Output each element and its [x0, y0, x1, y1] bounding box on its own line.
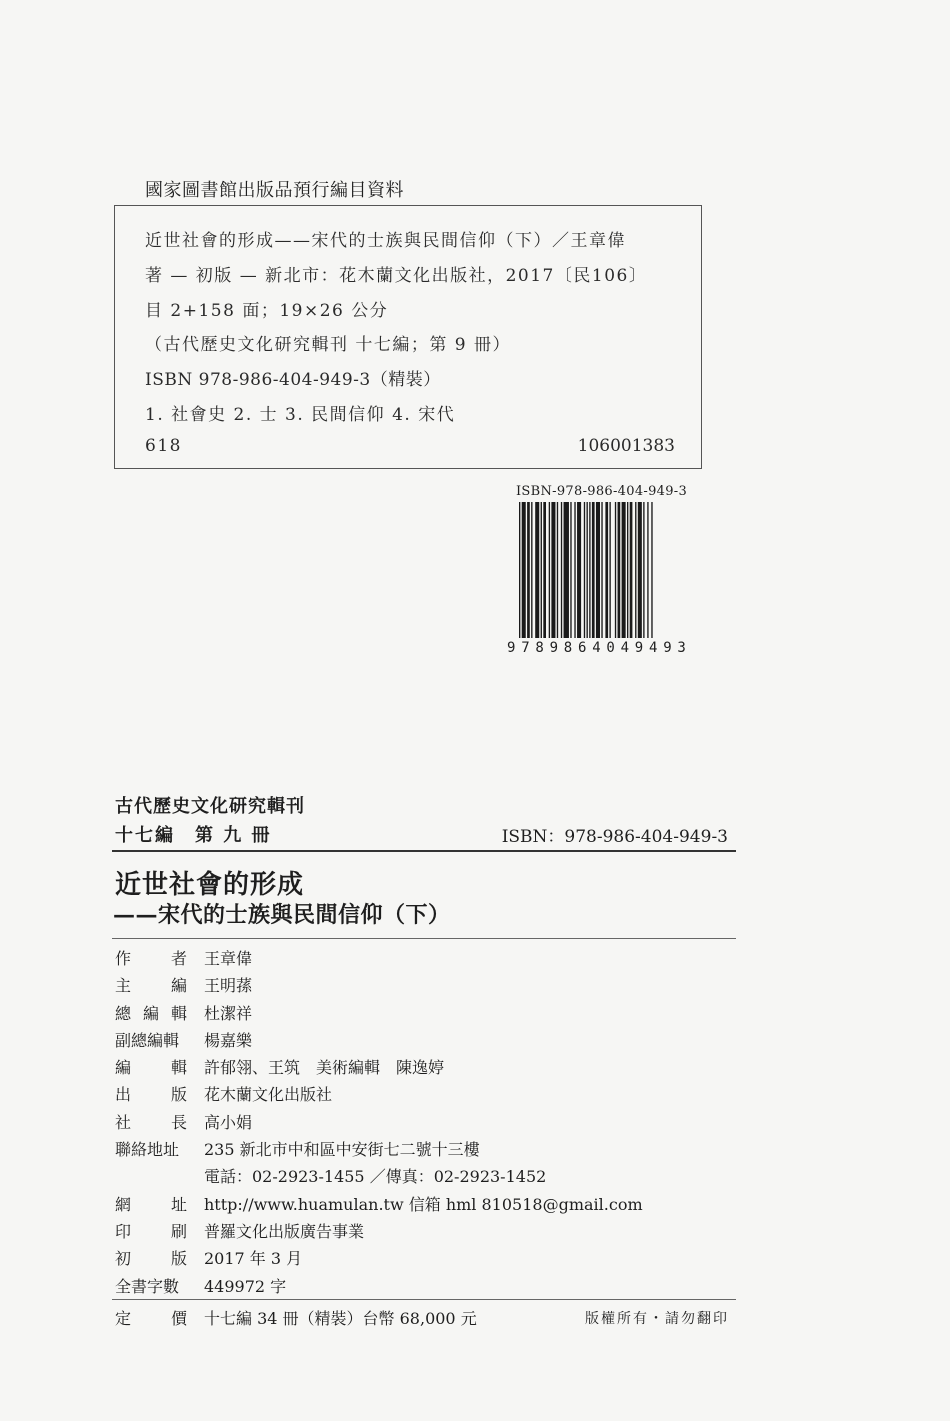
- credit-label: [115, 1082, 187, 1105]
- barcode-bar: [574, 502, 575, 638]
- credit-label: [115, 1219, 187, 1242]
- credit-label-char: 定: [115, 1309, 132, 1328]
- credit-value: 十七編 34 冊（精裝）台幣 68,000 元: [204, 1309, 477, 1328]
- credit-value: 449972 字: [204, 1276, 287, 1296]
- barcode-digit: 8: [563, 640, 573, 656]
- credit-label-char: 價: [170, 1309, 187, 1328]
- credits-list: [115, 944, 735, 1299]
- credit-row-website: [115, 1190, 735, 1217]
- barcode-bar: [627, 502, 628, 638]
- credit-label-char: 刷: [170, 1221, 187, 1241]
- barcode-bar: [592, 502, 595, 638]
- credit-label-char: 聯絡地址: [115, 1140, 180, 1160]
- barcode-digit: 3: [677, 640, 686, 656]
- credit-label-char: 社: [115, 1112, 132, 1132]
- credit-label-char: 全書字數: [115, 1276, 180, 1296]
- barcode-bar: [584, 502, 585, 638]
- cip-isbn-line: ISBN 978-986-404-949-3（精裝）: [145, 370, 441, 390]
- credit-label-char: 輯: [170, 1058, 187, 1078]
- credit-value: http://www.huamulan.tw 信箱 hml 810518@gmail.com: [204, 1194, 643, 1214]
- credit-label-char: 址: [170, 1194, 187, 1214]
- credit-value: 許郁翎、王筑 美術編輯 陳逸婷: [204, 1058, 445, 1078]
- credit-label-char: 初: [115, 1249, 132, 1269]
- cip-extent-line: 目 2+158 面；19×26 公分: [145, 301, 389, 321]
- isbn-barcode: [505, 484, 705, 656]
- barcode-digit: 8: [535, 640, 544, 656]
- divider: [112, 850, 736, 852]
- credit-label-char: 編: [115, 1058, 132, 1078]
- credit-label: [115, 1274, 187, 1297]
- barcode-bar: [570, 502, 571, 638]
- credit-label-char: 版: [170, 1085, 187, 1105]
- credit-row-president: [115, 1108, 735, 1135]
- credit-row-publisher: [115, 1080, 735, 1107]
- credit-label: [115, 1137, 187, 1160]
- credit-row-price: [115, 1304, 735, 1330]
- barcode-bar: [605, 502, 608, 638]
- barcode-bar: [615, 502, 616, 638]
- cip-subjects-line: 1. 社會史 2. 士 3. 民間信仰 4. 宋代: [145, 405, 456, 425]
- barcode-bar: [535, 502, 539, 638]
- cip-imprint-line: 著 — 初版 — 新北市：花木蘭文化出版社，2017〔民106〕: [145, 266, 648, 286]
- credit-label-char: 編: [170, 976, 187, 996]
- credit-row-address: [115, 1135, 735, 1162]
- barcode-bar: [643, 502, 644, 638]
- credit-value: 楊嘉樂: [204, 1030, 253, 1050]
- credit-label-char: 總: [115, 1003, 132, 1023]
- credit-row-deputy-general-editor: [115, 1026, 735, 1053]
- credit-row-edition: [115, 1244, 735, 1271]
- barcode-bar: [647, 502, 648, 638]
- credit-label-char: 者: [170, 949, 187, 968]
- cip-box: [114, 205, 702, 469]
- barcode-bar: [630, 502, 633, 638]
- credit-row-author: [115, 944, 735, 971]
- barcode-bar: [618, 502, 621, 638]
- credit-value: 王明蓀: [204, 976, 253, 996]
- credit-label: [115, 1306, 187, 1329]
- credit-row-phone: [115, 1162, 735, 1189]
- cip-series-line: （古代歷史文化研究輯刊 十七編；第 9 冊）: [145, 335, 512, 355]
- credit-label: [115, 973, 187, 996]
- credit-row-chief-editor: [115, 971, 735, 998]
- credit-label-char: 主: [115, 976, 132, 996]
- barcode-bar: [549, 502, 550, 638]
- cip-title-line: 近世社會的形成——宋代的士族與民間信仰（下）／王章偉: [145, 231, 626, 251]
- barcode-bar: [577, 502, 581, 638]
- series-name: 古代歷史文化研究輯刊: [115, 796, 305, 817]
- barcode-digit: 4: [649, 640, 658, 656]
- credit-label-char: 長: [170, 1112, 187, 1132]
- barcode-isbn-text: ISBN-978-986-404-949-3: [516, 484, 688, 499]
- credit-label: [115, 946, 187, 969]
- credit-label-char: 輯: [170, 1003, 187, 1023]
- barcode-digit: 9: [549, 640, 559, 656]
- credit-label: [115, 1110, 187, 1133]
- series-volume: 十七編 第 九 冊: [115, 825, 272, 846]
- barcode-digit: 7: [521, 640, 530, 656]
- cip-heading: 國家圖書館出版品預行編目資料: [145, 180, 404, 201]
- barcode-bar: [531, 502, 532, 638]
- barcode-digit: 4: [620, 640, 630, 656]
- barcode-bar: [589, 502, 590, 638]
- barcode-graphic: [505, 502, 705, 656]
- credit-row-word-count: [115, 1272, 735, 1299]
- barcode-bar: [527, 502, 530, 638]
- credit-row-printer: [115, 1217, 735, 1244]
- credit-value: 235 新北市中和區中安街七二號十三樓: [204, 1140, 480, 1160]
- barcode-bar: [557, 502, 558, 638]
- copyright-notice: 版權所有・請勿翻印: [585, 1311, 729, 1327]
- barcode-bar: [596, 502, 600, 638]
- credit-value: 高小娟: [204, 1112, 253, 1132]
- credit-value: 花木蘭文化出版社: [204, 1085, 333, 1105]
- credit-label: [115, 1246, 187, 1269]
- barcode-bar: [551, 502, 555, 638]
- credit-label-char: 印: [115, 1221, 132, 1241]
- barcode-bar: [609, 502, 610, 638]
- credit-label: [115, 1001, 187, 1024]
- barcode-digit: 0: [606, 640, 615, 656]
- barcode-digit: 9: [663, 640, 672, 656]
- phone-fax: 電話：02-2923-1455 ／傳真：02-2923-1452: [204, 1167, 547, 1187]
- credit-label-char: 網: [115, 1194, 132, 1214]
- barcode-digit: 9: [634, 640, 644, 656]
- barcode-bar: [564, 502, 569, 638]
- cip-control-number: 106001383: [577, 436, 675, 456]
- isbn-line: ISBN：978-986-404-949-3: [501, 827, 728, 847]
- credit-value: 杜潔祥: [204, 1003, 253, 1023]
- barcode-bar: [622, 502, 626, 638]
- barcode-bar: [651, 502, 652, 638]
- book-title: 近世社會的形成: [115, 870, 305, 900]
- credit-row-general-editor: [115, 999, 735, 1026]
- barcode-bar: [519, 502, 520, 638]
- barcode-bar: [601, 502, 602, 638]
- credit-label: [115, 1055, 187, 1078]
- credit-label-char: 副總編輯: [115, 1030, 180, 1050]
- credit-label-char: 編: [142, 1003, 159, 1023]
- divider: [112, 938, 736, 939]
- divider: [112, 1299, 736, 1300]
- barcode-bar: [587, 502, 588, 638]
- credit-label-char: 作: [115, 949, 132, 968]
- credit-label-char: 版: [170, 1249, 187, 1269]
- barcode-digit: 4: [592, 640, 601, 656]
- credit-label-char: 出: [115, 1085, 132, 1105]
- barcode-bar: [543, 502, 546, 638]
- barcode-digit: 9: [507, 640, 516, 656]
- barcode-bar: [561, 502, 562, 638]
- credit-value: 2017 年 3 月: [204, 1249, 303, 1269]
- credit-value: 王章偉: [204, 949, 253, 968]
- credit-label: [115, 1192, 187, 1215]
- barcode-digit: 6: [578, 640, 587, 656]
- book-subtitle: ——宋代的士族與民間信仰（下）: [113, 902, 451, 928]
- credit-label: [115, 1028, 187, 1051]
- cip-classification: 618: [145, 436, 182, 456]
- barcode-bar: [638, 502, 642, 638]
- credit-value: 普羅文化出版廣告事業: [204, 1221, 365, 1241]
- barcode-bar: [522, 502, 526, 638]
- barcode-bar: [541, 502, 542, 638]
- credit-row-editors: [115, 1053, 735, 1080]
- barcode-bar: [635, 502, 636, 638]
